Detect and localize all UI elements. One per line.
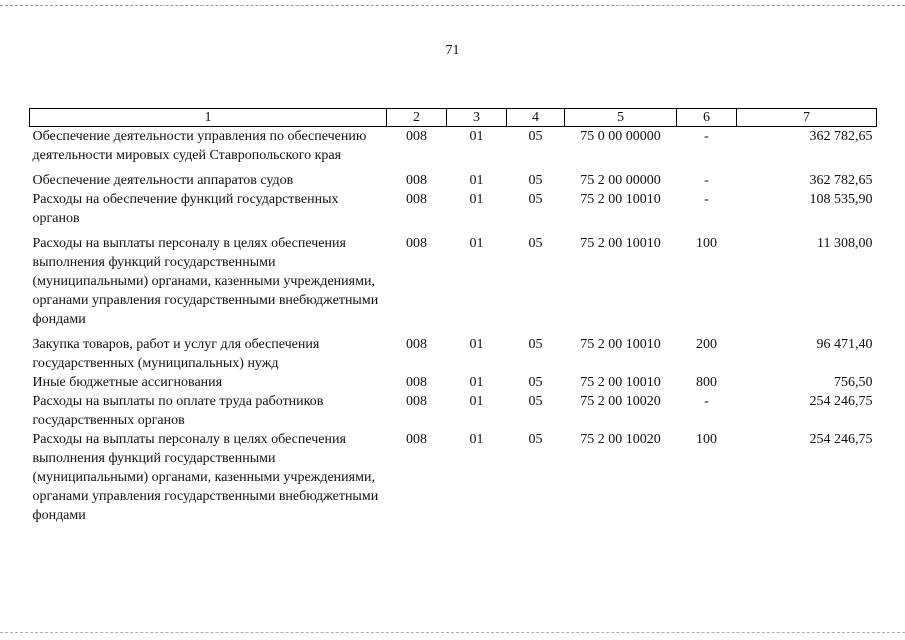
cell-section: 01 (469, 236, 484, 251)
row-name: Обеспечение деятельности управления по обеспечению деятельности мировых судей Ставропольского края (32, 129, 367, 163)
column-header: 5 (565, 109, 677, 127)
cell-subsection: 05 (528, 432, 543, 447)
cell-ministry-code: 008 (406, 192, 427, 207)
cell-section: 01 (469, 192, 484, 207)
cell-target-article: 75 2 00 10020 (580, 432, 661, 447)
cell-section: 01 (469, 432, 484, 447)
cell-ministry-code: 008 (406, 394, 427, 409)
cell-section: 01 (469, 129, 484, 144)
row-name: Обеспечение деятельности аппаратов судов (32, 173, 294, 188)
cell-amount: 254 246,75 (809, 432, 873, 447)
cell-subsection: 05 (528, 375, 543, 390)
table-row (30, 228, 877, 329)
cell-expense-type: 800 (696, 375, 717, 390)
cell-ministry-code: 008 (406, 129, 427, 144)
cell-expense-type: 100 (696, 432, 717, 447)
cell-ministry-code: 008 (406, 236, 427, 251)
table-row (30, 190, 877, 228)
cell-subsection: 05 (528, 394, 543, 409)
budget-table (29, 108, 877, 525)
cell-amount: 11 308,00 (817, 236, 873, 251)
cell-subsection: 05 (528, 337, 543, 352)
row-name: Иные бюджетные ассигнования (32, 375, 223, 390)
row-name: Расходы на выплаты персоналу в целях обеспечения выполнения функций государственными (муниципальными) органами, казенными учреждениями, органами управления государственными внебюджетными фондами (32, 432, 379, 523)
column-header: 7 (737, 109, 877, 127)
scan-edge-top (0, 5, 905, 6)
cell-section: 01 (469, 337, 484, 352)
cell-target-article: 75 2 00 10020 (580, 394, 661, 409)
cell-ministry-code: 008 (406, 173, 427, 188)
cell-ministry-code: 008 (406, 432, 427, 447)
cell-amount: 96 471,40 (816, 337, 873, 352)
cell-ministry-code: 008 (406, 375, 427, 390)
table-row (30, 373, 877, 392)
cell-subsection: 05 (528, 173, 543, 188)
cell-expense-type: - (704, 129, 709, 144)
cell-expense-type: 200 (696, 337, 717, 352)
cell-amount: 362 782,65 (809, 173, 873, 188)
column-header: 2 (387, 109, 447, 127)
cell-subsection: 05 (528, 192, 543, 207)
cell-amount: 254 246,75 (809, 394, 873, 409)
cell-expense-type: 100 (696, 236, 717, 251)
scan-edge-bottom (0, 632, 905, 633)
row-name: Расходы на обеспечение функций государственных органов (32, 192, 339, 226)
row-name: Расходы на выплаты по оплате труда работников государственных органов (32, 394, 324, 428)
cell-section: 01 (469, 375, 484, 390)
cell-expense-type: - (704, 173, 709, 188)
column-number-row (30, 109, 877, 127)
cell-target-article: 75 0 00 00000 (580, 129, 661, 144)
table-row (30, 392, 877, 430)
cell-expense-type: - (704, 394, 709, 409)
cell-target-article: 75 2 00 10010 (580, 192, 661, 207)
cell-target-article: 75 2 00 10010 (580, 375, 661, 390)
cell-subsection: 05 (528, 129, 543, 144)
row-name: Расходы на выплаты персоналу в целях обеспечения выполнения функций государственными (муниципальными) органами, казенными учреждениями, органами управления государственными внебюджетными фондами (32, 236, 379, 327)
cell-section: 01 (469, 394, 484, 409)
cell-target-article: 75 2 00 10010 (580, 236, 661, 251)
table-row (30, 430, 877, 525)
cell-ministry-code: 008 (406, 337, 427, 352)
cell-amount: 362 782,65 (809, 129, 873, 144)
page-number: 71 (445, 43, 460, 58)
row-name: Закупка товаров, работ и услуг для обеспечения государственных (муниципальных) нужд (32, 337, 320, 371)
table-row (30, 329, 877, 373)
table-row (30, 165, 877, 190)
cell-target-article: 75 2 00 10010 (580, 337, 661, 352)
cell-section: 01 (469, 173, 484, 188)
column-header: 4 (507, 109, 565, 127)
table-row (30, 127, 877, 166)
cell-amount: 108 535,90 (809, 192, 873, 207)
cell-expense-type: - (704, 192, 709, 207)
cell-subsection: 05 (528, 236, 543, 251)
cell-amount: 756,50 (834, 375, 873, 390)
column-header: 3 (447, 109, 507, 127)
column-header: 1 (30, 109, 387, 127)
column-header: 6 (677, 109, 737, 127)
cell-target-article: 75 2 00 00000 (580, 173, 661, 188)
